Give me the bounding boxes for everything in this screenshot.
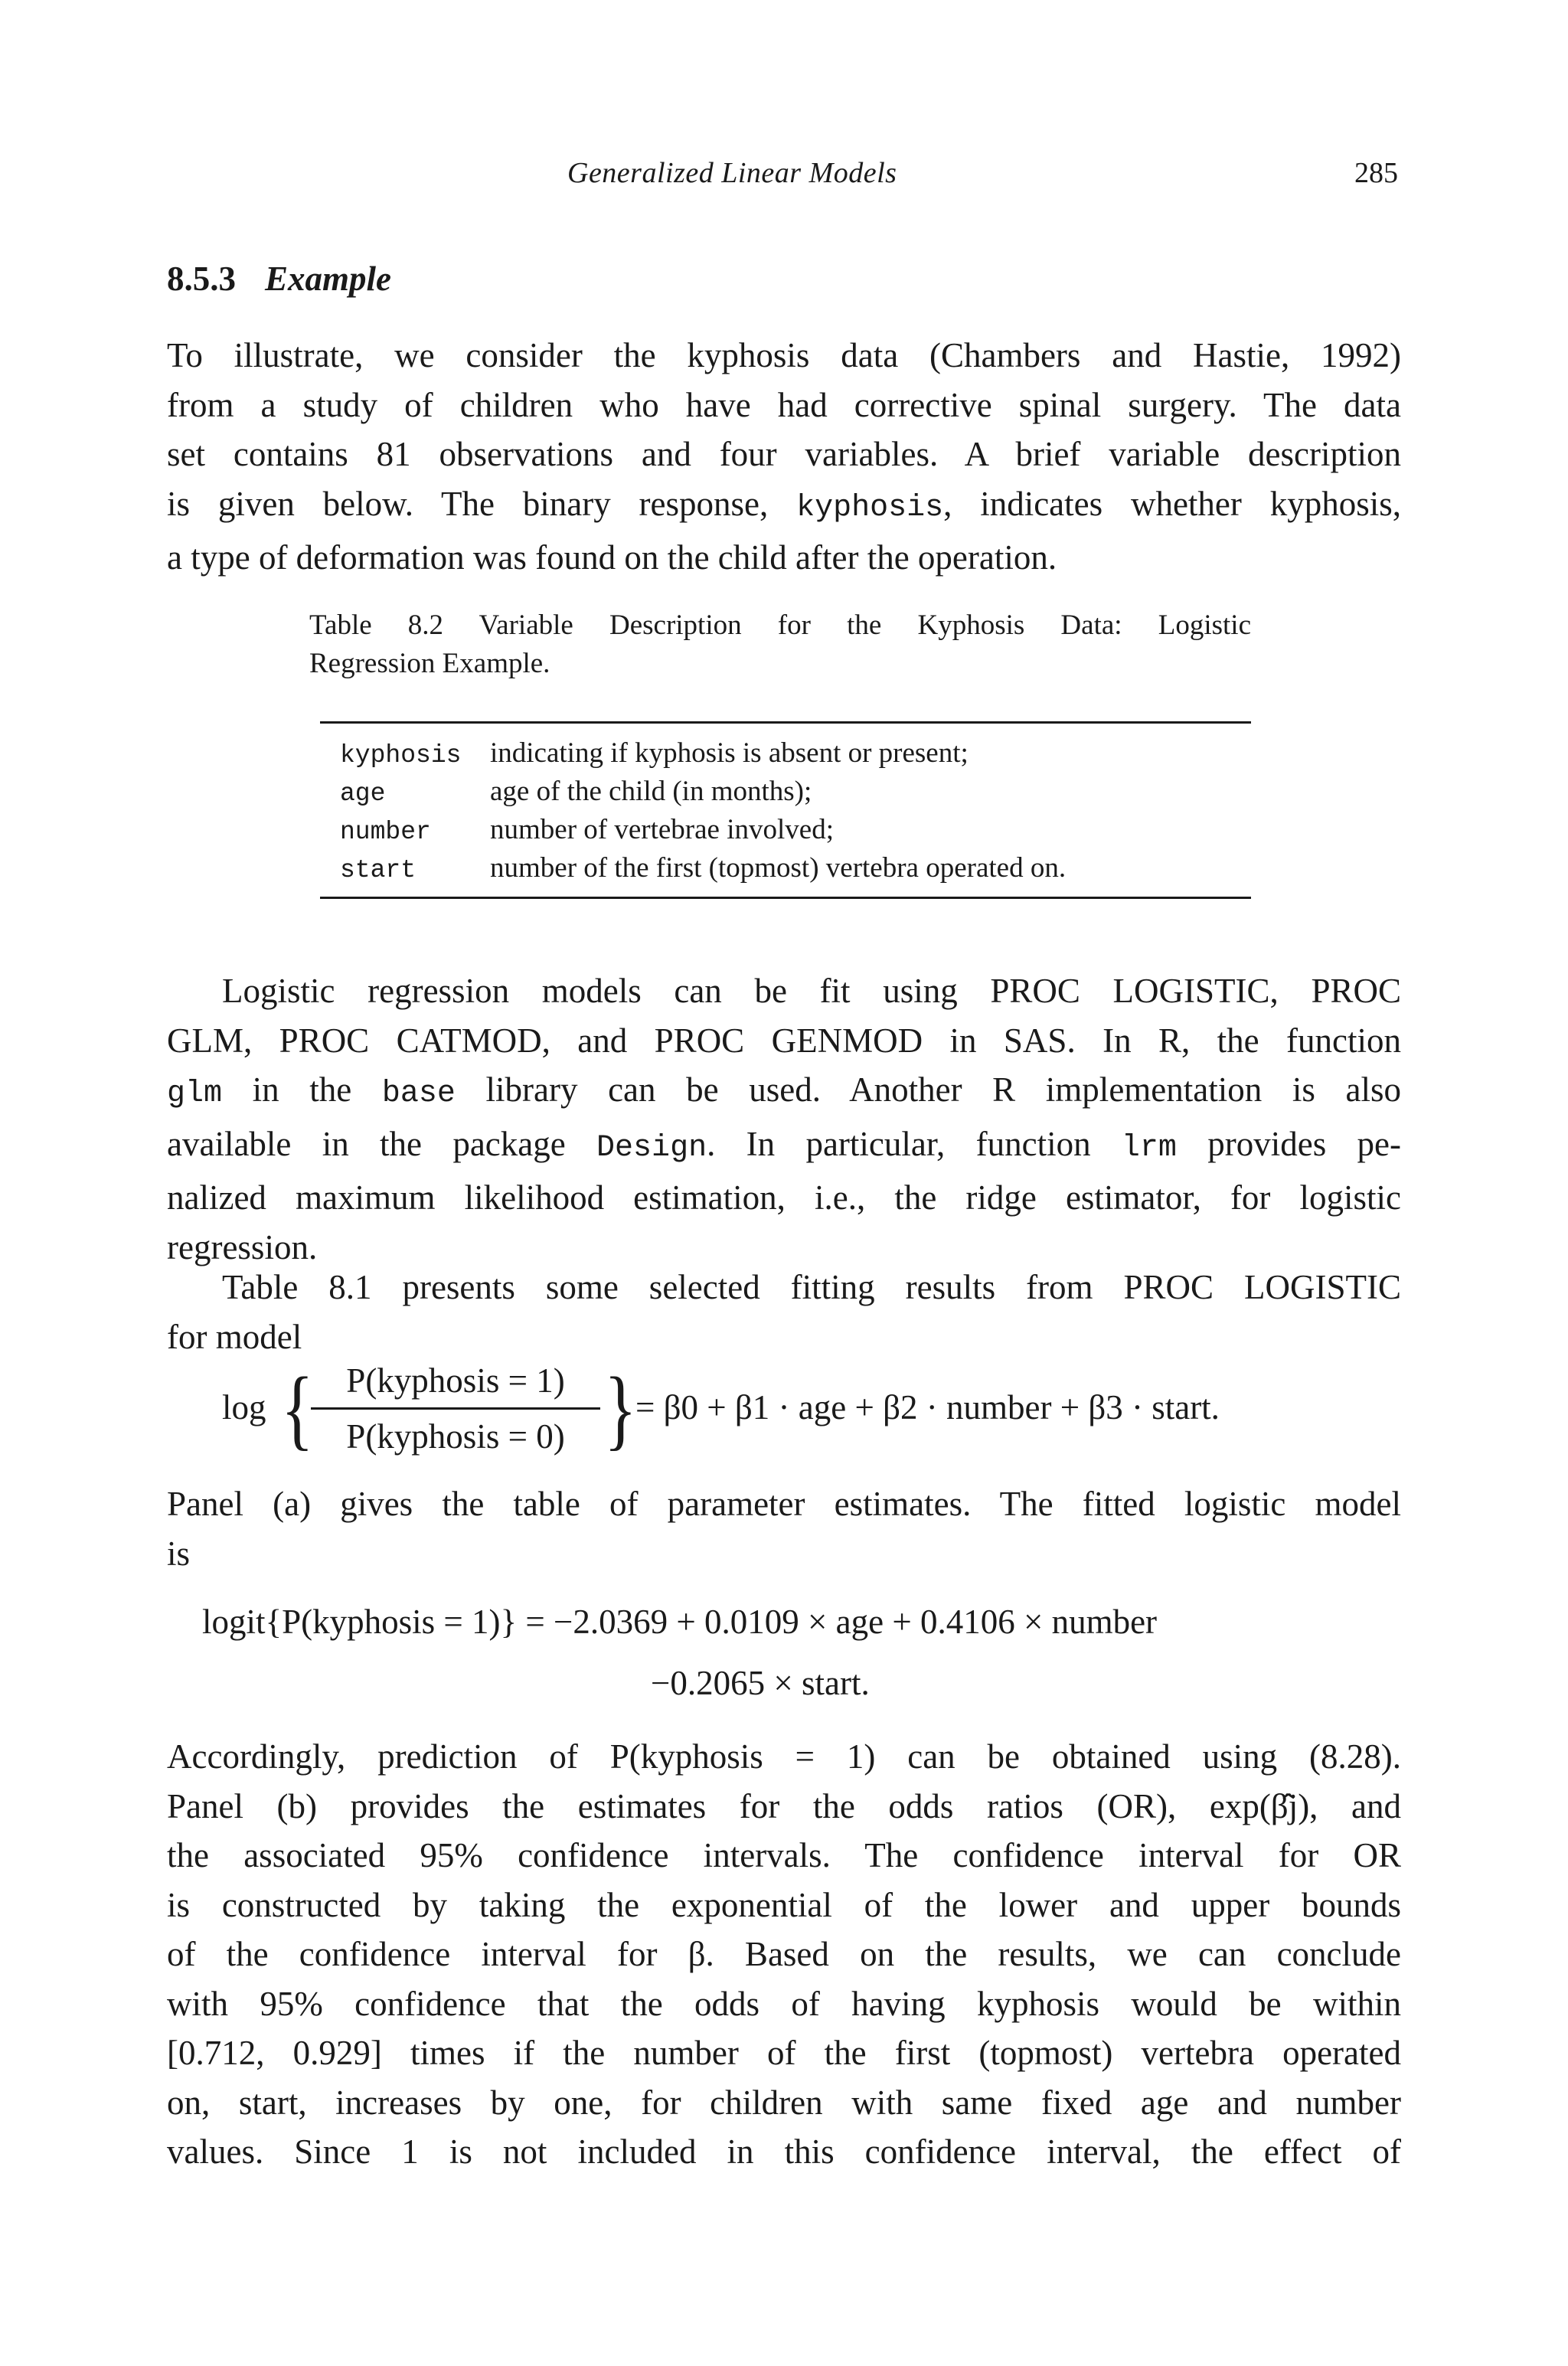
- text-line: with 95% confidence that the odds of having kyphosis would be within: [167, 1984, 1401, 2023]
- fitted-equation-line-1: logit{P(kyphosis = 1)} = −2.0369 + 0.0109 × age + 0.4106 × number: [202, 1603, 1158, 1641]
- fitted-equation-line-2: −0.2065 × start.: [651, 1664, 870, 1702]
- caption-line: Regression Example.: [309, 648, 550, 679]
- log-operator: log: [222, 1388, 266, 1426]
- table-row: [320, 849, 1251, 887]
- text-line: [167, 1065, 1401, 1119]
- code-glm: glm: [167, 1077, 223, 1111]
- running-title: Generalized Linear Models: [567, 157, 897, 189]
- interpretation-paragraph: [167, 1732, 1401, 2177]
- variable-name: start: [340, 856, 416, 884]
- section-number: 8.5.3: [167, 260, 236, 298]
- estimates-paragraph: [167, 1479, 1401, 1578]
- text-line: [167, 1119, 1401, 1174]
- left-brace: {: [281, 1358, 314, 1459]
- text-line: values. Since 1 is not included in this confidence interval, the effect of: [167, 2132, 1401, 2171]
- text-line: Panel (b) provides the estimates for the odds ratios (OR), exp(β̂j), and: [167, 1786, 1401, 1825]
- intro-paragraph: [167, 331, 1401, 583]
- fraction: [306, 1355, 605, 1462]
- text-line: Logistic regression models can be fit using PROC LOGISTIC, PROC: [222, 972, 1401, 1010]
- page-number: 285: [1354, 157, 1398, 189]
- variable-description: number of the first (topmost) vertebra operated on.: [490, 852, 1067, 884]
- text-run: is given below. The binary response,: [167, 484, 797, 523]
- numerator: P(kyphosis = 1): [346, 1361, 565, 1400]
- table-row: [320, 811, 1251, 849]
- variable-name: number: [340, 818, 431, 846]
- text-run: library can be used. Another R implementation is also: [455, 1070, 1401, 1109]
- text-line: To illustrate, we consider the kyphosis data (Chambers and Hastie, 1992): [167, 336, 1401, 374]
- section-title: Example: [265, 260, 391, 298]
- text-line: Table 8.1 presents some selected fitting results from PROC LOGISTIC: [222, 1268, 1401, 1306]
- text-line: on, start, increases by one, for children with same fixed age and number: [167, 2083, 1401, 2122]
- text-line: is: [167, 1534, 191, 1573]
- text-line: GLM, PROC CATMOD, and PROC GENMOD in SAS. In R, the function: [167, 1021, 1401, 1060]
- text-run: , indicates whether kyphosis,: [943, 484, 1401, 523]
- text-line: [0.712, 0.929] times if the number of the first (topmost) vertebra operated: [167, 2034, 1401, 2072]
- table-caption: [309, 606, 1251, 683]
- text-line: regression.: [167, 1227, 318, 1266]
- running-header: [0, 156, 1568, 194]
- code-base: base: [381, 1077, 456, 1111]
- text-run: . In particular, function: [707, 1124, 1122, 1163]
- code-lrm: lrm: [1121, 1130, 1177, 1165]
- variable-table: [320, 721, 1251, 899]
- equation-rhs: = β0 + β1 · age + β2 · number + β3 · start.: [635, 1388, 1220, 1426]
- right-brace: }: [604, 1358, 637, 1459]
- variable-name: kyphosis: [340, 741, 462, 770]
- text-line: of the confidence interval for β. Based on the results, we can conclude: [167, 1935, 1401, 1973]
- denominator: P(kyphosis = 0): [346, 1417, 565, 1456]
- text-line: for model: [167, 1317, 302, 1356]
- text-run: provides pe-: [1176, 1124, 1401, 1163]
- text-line: nalized maximum likelihood estimation, i.e., the ridge estimator, for logistic: [167, 1178, 1401, 1217]
- section-heading: [167, 259, 391, 299]
- fraction-bar: [311, 1407, 600, 1410]
- variable-description: number of vertebrae involved;: [490, 814, 834, 845]
- text-line: [167, 479, 1401, 534]
- model-paragraph: [167, 1263, 1401, 1361]
- variable-name: age: [340, 779, 386, 808]
- model-equation: [222, 1355, 1416, 1462]
- text-line: Accordingly, prediction of P(kyphosis = 1) can be obtained using (8.28).: [167, 1737, 1401, 1776]
- text-line: set contains 81 observations and four variables. A brief variable description: [167, 435, 1401, 473]
- table-row: [320, 773, 1251, 811]
- text-line: a type of deformation was found on the child after the operation.: [167, 538, 1057, 577]
- text-line: the associated 95% confidence intervals. The confidence interval for OR: [167, 1836, 1401, 1874]
- text-line: is constructed by taking the exponential of the lower and upper bounds: [167, 1885, 1401, 1924]
- code-design: Design: [596, 1130, 707, 1165]
- text-line: from a study of children who have had corrective spinal surgery. The data: [167, 385, 1401, 424]
- variable-description: indicating if kyphosis is absent or present;: [490, 737, 969, 769]
- software-paragraph: [167, 966, 1401, 1272]
- text-run: available in the package: [167, 1124, 597, 1163]
- caption-line: Table 8.2 Variable Description for the Kyphosis Data: Logistic: [309, 609, 1251, 641]
- code-kyphosis: kyphosis: [796, 490, 944, 525]
- table-row: [320, 734, 1251, 773]
- text-line: Panel (a) gives the table of parameter estimates. The fitted logistic model: [167, 1485, 1401, 1523]
- variable-description: age of the child (in months);: [490, 776, 812, 807]
- text-run: in the: [222, 1070, 382, 1109]
